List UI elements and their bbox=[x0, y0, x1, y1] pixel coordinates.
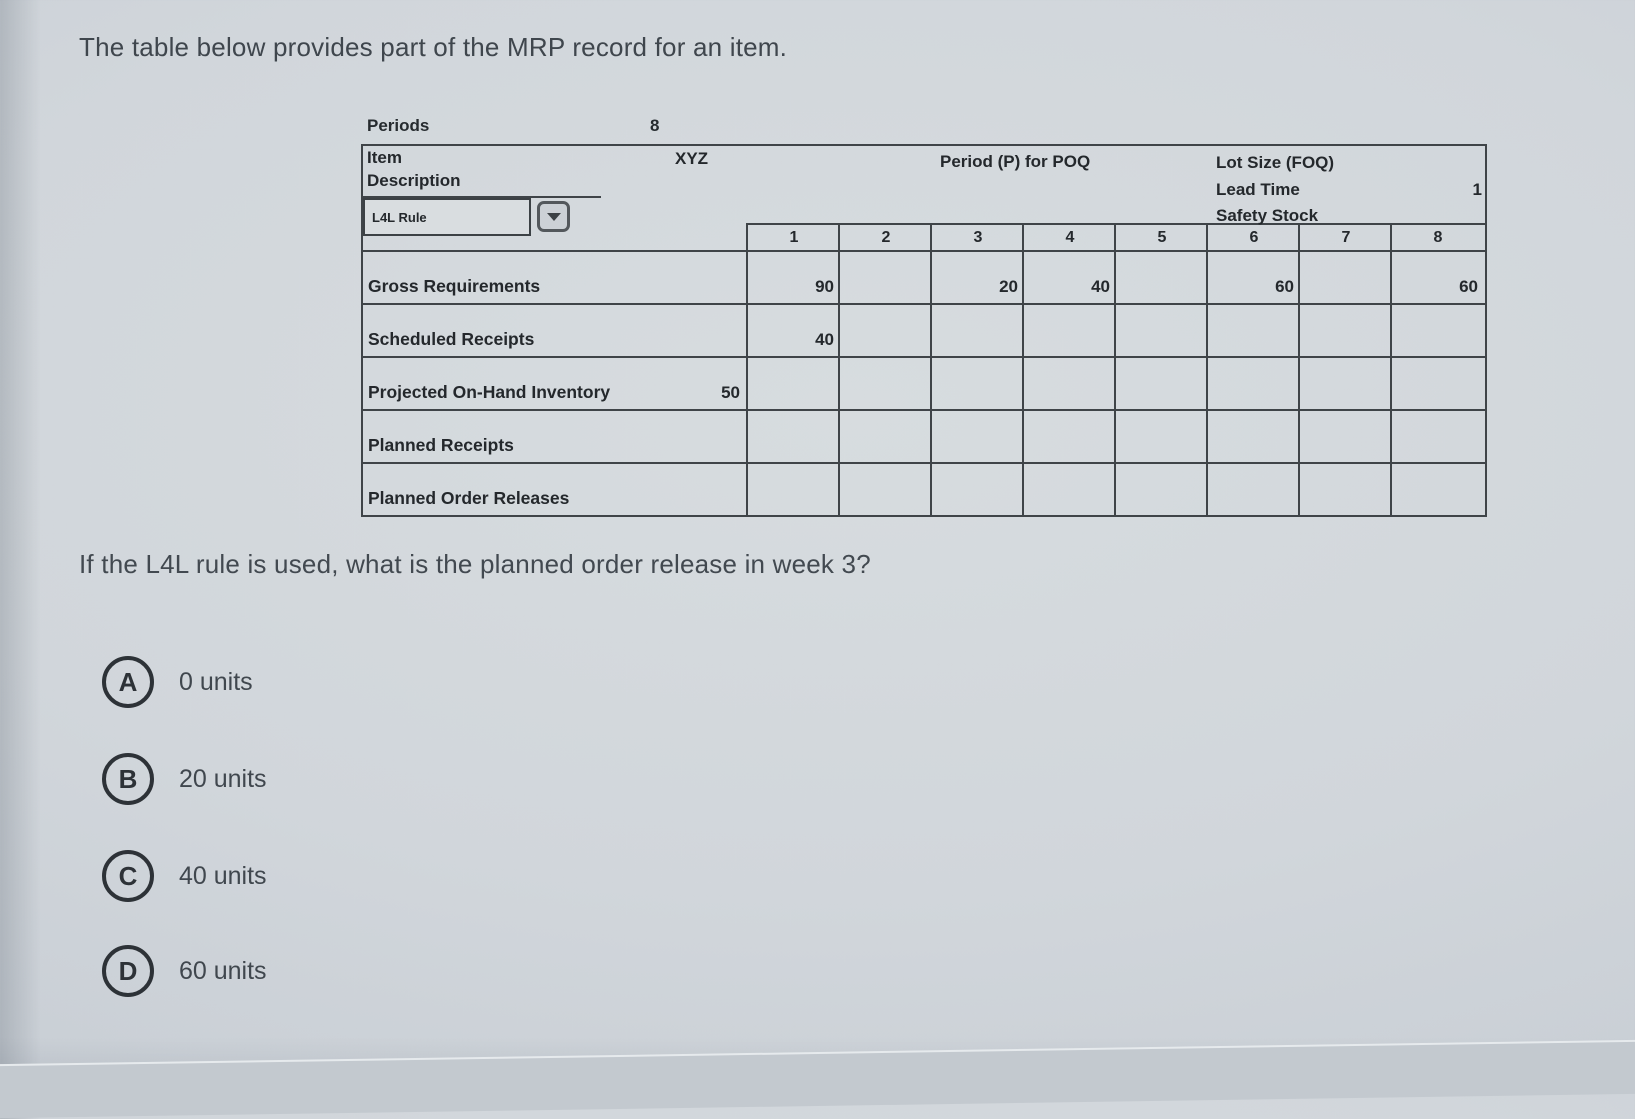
grid-line bbox=[746, 223, 1487, 225]
cell-gross-week4: 40 bbox=[1091, 277, 1110, 296]
week-header-7: 7 bbox=[1341, 229, 1351, 246]
screen-bottom-edge bbox=[0, 1039, 1635, 1118]
cell-scheduled-week1: 40 bbox=[815, 330, 834, 349]
row-label-gross-requirements: Gross Requirements bbox=[368, 276, 541, 296]
question-text: If the L4L rule is used, what is the planned order release in week 3? bbox=[79, 549, 871, 579]
cell-gross-week8: 60 bbox=[1459, 277, 1478, 296]
lead-time-value: 1 bbox=[1472, 180, 1482, 199]
cell-gross-week1: 90 bbox=[815, 277, 834, 296]
lot-rule-dropdown-button[interactable] bbox=[537, 201, 570, 232]
option-d-label: 60 units bbox=[179, 956, 267, 985]
periods-label: Periods bbox=[367, 116, 430, 135]
option-a-circle[interactable]: A bbox=[102, 656, 154, 708]
item-label: Item bbox=[367, 148, 402, 167]
cell-gross-week3: 20 bbox=[999, 277, 1018, 296]
week-header-2: 2 bbox=[881, 229, 891, 246]
week-header-1: 1 bbox=[789, 229, 799, 246]
grid-line bbox=[361, 144, 1487, 146]
lot-rule-field[interactable] bbox=[363, 198, 531, 236]
lot-rule-value: L4L Rule bbox=[372, 209, 427, 225]
item-value: XYZ bbox=[675, 149, 709, 168]
safety-stock-label: Safety Stock bbox=[1216, 206, 1319, 225]
cell-gross-week6: 60 bbox=[1275, 277, 1294, 296]
option-b-label: 20 units bbox=[179, 764, 267, 793]
row-label-scheduled-receipts: Scheduled Receipts bbox=[368, 329, 535, 349]
option-b-circle[interactable]: B bbox=[102, 753, 154, 805]
option-c-label: 40 units bbox=[179, 861, 267, 890]
option-b[interactable] bbox=[102, 753, 267, 805]
option-d-circle[interactable]: D bbox=[102, 945, 154, 997]
on-hand-initial-value: 50 bbox=[721, 383, 740, 402]
row-label-planned-order-releases: Planned Order Releases bbox=[368, 488, 570, 508]
description-label: Description bbox=[367, 171, 461, 190]
option-a[interactable] bbox=[102, 656, 253, 708]
option-c-circle[interactable]: C bbox=[102, 850, 154, 902]
lead-time-label: Lead Time bbox=[1216, 180, 1300, 199]
week-header-4: 4 bbox=[1065, 229, 1075, 246]
chevron-down-icon bbox=[547, 213, 561, 221]
row-label-planned-receipts: Planned Receipts bbox=[368, 435, 514, 455]
week-header-6: 6 bbox=[1249, 229, 1259, 246]
poq-label: Period (P) for POQ bbox=[940, 152, 1091, 171]
week-header-3: 3 bbox=[973, 229, 983, 246]
row-label-projected-on-hand: Projected On-Hand Inventory bbox=[368, 382, 611, 402]
option-a-label: 0 units bbox=[179, 667, 253, 696]
mrp-record-table bbox=[361, 144, 1487, 517]
question-intro: The table below provides part of the MRP record for an item. bbox=[79, 32, 788, 62]
lot-size-label: Lot Size (FOQ) bbox=[1216, 153, 1335, 172]
week-header-8: 8 bbox=[1433, 229, 1443, 246]
week-header-5: 5 bbox=[1157, 229, 1167, 246]
option-c[interactable] bbox=[102, 850, 267, 902]
periods-value: 8 bbox=[650, 116, 660, 135]
option-d[interactable] bbox=[102, 945, 267, 997]
